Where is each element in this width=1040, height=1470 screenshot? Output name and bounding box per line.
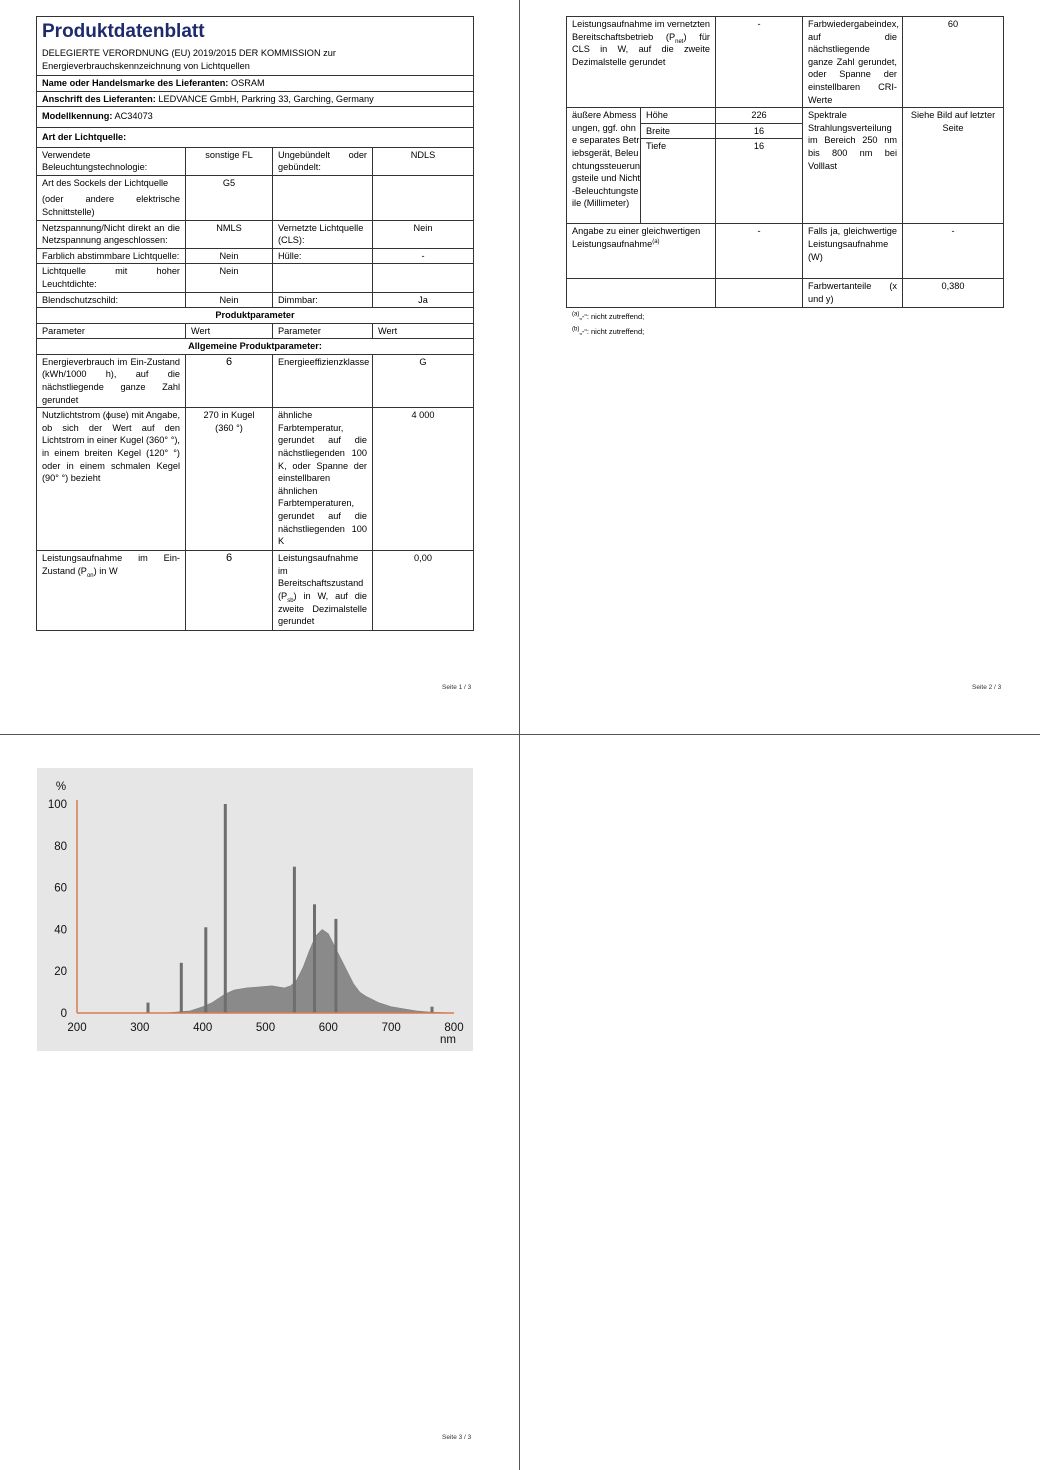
- emission-peak-bar: [313, 904, 316, 1013]
- datasheet-table-page1: [36, 16, 474, 631]
- emission-peak-bar: [180, 963, 183, 1013]
- page-divider-vertical: [519, 0, 520, 1470]
- psb-value: 0,00: [373, 551, 474, 631]
- width-value: 16: [716, 123, 803, 139]
- mains-value: NMLS: [186, 220, 273, 248]
- spectral-label: Spektrale Strahlungsverteilung im Bereich 250 nm bis 800 nm bei Volllast: [803, 108, 903, 224]
- x-tick-label: 800: [444, 1022, 464, 1034]
- emission-peak-bar: [204, 927, 207, 1013]
- supplier-value: OSRAM: [230, 78, 265, 89]
- tech-value: sonstige FL: [186, 147, 273, 175]
- bundle-value: NDLS: [373, 147, 474, 175]
- address-value: LEDVANCE GmbH, Parkring 33, Garching, Germany: [158, 93, 374, 104]
- color-tunable-label: Farblich abstimmbare Lichtquelle:: [37, 248, 186, 264]
- y-tick-label: 100: [47, 799, 67, 811]
- y-tick-label: 60: [54, 882, 67, 895]
- tech-label: Verwendete Beleuchtungstechnologie:: [37, 147, 186, 175]
- datasheet-table-page2: [566, 16, 1004, 308]
- pnet-label-unit: ) für CLS in W, auf die zweite Dezimalstelle gerundet: [572, 31, 710, 67]
- footnote-b-mark: (b): [572, 326, 580, 333]
- x-tick-label: 700: [381, 1022, 401, 1034]
- equiv-label-text: Angabe zu einer gleichwertigen Leistungsaufnahme: [572, 226, 701, 249]
- col-header-param: Parameter: [273, 323, 373, 339]
- equiv-footnote-mark: (a): [652, 238, 660, 245]
- model-value: AC34073: [114, 111, 153, 122]
- empty-cell: [273, 264, 373, 292]
- y-tick-label: 20: [54, 966, 67, 979]
- mains-label: Netzspannung/Nicht direkt an die Netzspannung angeschlossen:: [37, 220, 186, 248]
- width-label: Breite: [641, 123, 716, 139]
- cri-value: 60: [903, 17, 1004, 108]
- dims-label: äußere Abmessungen, ggf. ohne separates Betriebsgerät, Beleuchtungssteuerungsteile und Nicht-Beleuchtungsteile (Millimeter): [567, 108, 641, 224]
- ifyes-value: -: [903, 224, 1004, 279]
- emission-peak-bar: [293, 867, 296, 1013]
- x-axis-label: nm: [440, 1034, 456, 1046]
- col-header-value: Wert: [186, 323, 273, 339]
- flux-value-line1: 270 in Kugel: [203, 410, 255, 421]
- socket-label: [37, 175, 186, 220]
- chroma-label: Farbwertanteile (x und y): [803, 279, 903, 307]
- empty-cell: [716, 279, 803, 307]
- x-tick-label: 400: [193, 1022, 213, 1034]
- supplier-row: [37, 76, 474, 92]
- x-tick-label: 600: [318, 1022, 338, 1034]
- spectral-chart: [37, 768, 473, 1051]
- empty-cell: [567, 279, 716, 307]
- psb-label-text: Leistungsaufnahme im Bereitschaftszustand (P: [278, 553, 364, 602]
- bundle-label: Ungebündelt oder gebündelt:: [273, 147, 373, 175]
- equiv-label: [567, 224, 716, 279]
- dimmable-label: Dimmbar:: [273, 292, 373, 308]
- spectral-value: Siehe Bild auf letzter Seite: [903, 108, 1004, 224]
- pnet-label: [567, 17, 716, 108]
- pon-label-unit: ) in W: [93, 565, 118, 576]
- color-tunable-value: Nein: [186, 248, 273, 264]
- emission-peak-bar: [334, 919, 337, 1013]
- pon-label: [37, 551, 186, 631]
- model-label: Modellkennung:: [42, 111, 113, 122]
- cls-label: Vernetzte Lichtquelle (CLS):: [273, 220, 373, 248]
- col-header-param: Parameter: [37, 323, 186, 339]
- pon-label-text: Leistungsaufnahme im Ein-Zustand (P: [42, 553, 180, 576]
- footnote-b-text: „-“: nicht zutreffend;: [579, 327, 645, 336]
- eeclass-label: Energieeffizienzklasse: [273, 354, 373, 407]
- height-label: Höhe: [641, 108, 716, 124]
- cls-value: Nein: [373, 220, 474, 248]
- footnote-a: [572, 309, 644, 324]
- psb-label: [273, 551, 373, 631]
- spectral-chart-svg: [37, 768, 473, 1051]
- x-tick-label: 500: [255, 1022, 276, 1034]
- x-tick-label: 200: [67, 1022, 87, 1034]
- flux-value: [186, 408, 273, 551]
- footnote-b: [572, 324, 644, 339]
- page-number-2: Seite 2 / 3: [972, 684, 1002, 691]
- glare-label: Blendschutzschild:: [37, 292, 186, 308]
- cri-label: Farbwiedergabeindex, auf die nächstliegende ganze Zahl gerundet, oder Spanne der einstellbaren CRI-Werte: [803, 17, 903, 108]
- dimmable-value: Ja: [373, 292, 474, 308]
- socket-label-line1: Art des Sockels der Lichtquelle: [42, 177, 169, 188]
- page-2: [566, 16, 1003, 308]
- product-params-header: Produktparameter: [37, 308, 474, 324]
- col-header-value: Wert: [373, 323, 474, 339]
- socket-label-line2: (oder andere elektrische Schnittstelle): [42, 194, 180, 217]
- footnote-a-mark: (a): [572, 311, 580, 318]
- flux-label: Nutzlichtstrom (ϕuse) mit Angabe, ob sich der Wert auf den Lichtstrom in einer Kugel (360° °), in einem breiten Kegel (120° °) oder in einem schmalen Kegel (90° °) bezieht: [37, 408, 186, 551]
- cct-label: ähnliche Farbtemperatur, gerundet auf die nächstliegenden 100 K, oder Spanne der einstellbaren ähnlichen Farbtemperaturen, gerundet auf die nächstliegenden 100 K: [273, 408, 373, 551]
- model-row: [37, 107, 474, 128]
- emission-peak-bar: [147, 1003, 150, 1013]
- supplier-label: Name oder Handelsmarke des Lieferanten:: [42, 78, 229, 89]
- x-tick-label: 300: [130, 1022, 150, 1034]
- depth-label: Tiefe: [641, 139, 716, 224]
- chroma-value: 0,380: [903, 279, 1004, 307]
- page-divider-horizontal: [0, 734, 1040, 735]
- address-label: Anschrift des Lieferanten:: [42, 93, 156, 104]
- high-luminance-value: Nein: [186, 264, 273, 292]
- empty-cell: [273, 175, 373, 220]
- energy-label: Energieverbrauch im Ein-Zustand (kWh/1000 h), auf die nächstliegende ganze Zahl gerundet: [37, 354, 186, 407]
- socket-value: G5: [186, 175, 273, 220]
- energy-value: 6: [186, 354, 273, 407]
- envelope-label: Hülle:: [273, 248, 373, 264]
- pon-value: 6: [186, 551, 273, 631]
- footnote-a-text: „-“: nicht zutreffend;: [579, 312, 645, 321]
- envelope-value: -: [373, 248, 474, 264]
- emission-peak-bar: [431, 1007, 434, 1013]
- empty-cell: [373, 264, 474, 292]
- page-number-1: Seite 1 / 3: [442, 684, 472, 691]
- footnotes: [572, 309, 644, 339]
- pnet-label-text: Leistungsaufnahme im vernetzten Bereitschaftsbetrieb (P: [572, 19, 710, 42]
- emission-peak-bar: [224, 804, 227, 1013]
- page-1: [36, 16, 473, 631]
- address-row: [37, 91, 474, 107]
- y-tick-label: 80: [54, 840, 67, 853]
- y-tick-label: 0: [60, 1008, 67, 1020]
- flux-value-line2: (360 °): [215, 422, 243, 433]
- general-params-header: Allgemeine Produktparameter:: [37, 339, 474, 355]
- y-tick-label: 40: [54, 924, 67, 937]
- high-luminance-label: Lichtquelle mit hoher Leuchtdichte:: [37, 264, 186, 292]
- type-header: Art der Lichtquelle:: [37, 127, 474, 147]
- equiv-value: -: [716, 224, 803, 279]
- pnet-subscript: net: [675, 38, 684, 45]
- psb-label-unit: ) in W, auf die zweite Dezimalstelle gerundet: [278, 591, 367, 627]
- spectrum-continuum-area: [77, 929, 454, 1013]
- empty-cell: [373, 175, 474, 220]
- psb-subscript: sb: [287, 597, 294, 604]
- page-number-3: Seite 3 / 3: [442, 1434, 472, 1441]
- depth-value: 16: [716, 139, 803, 224]
- cct-value: 4 000: [373, 408, 474, 551]
- pnet-value: -: [716, 17, 803, 108]
- pon-subscript: on: [86, 572, 94, 579]
- regulation-text: DELEGIERTE VERORDNUNG (EU) 2019/2015 DER KOMMISSION zur Energieverbrauchskennzeichnung von Lichtquellen: [37, 46, 474, 76]
- height-value: 226: [716, 108, 803, 124]
- page-title: Produktdatenblatt: [37, 17, 474, 47]
- y-axis-label: %: [55, 781, 67, 793]
- eeclass-value: G: [373, 354, 474, 407]
- glare-value: Nein: [186, 292, 273, 308]
- ifyes-label: Falls ja, gleichwertige Leistungsaufnahme (W): [803, 224, 903, 279]
